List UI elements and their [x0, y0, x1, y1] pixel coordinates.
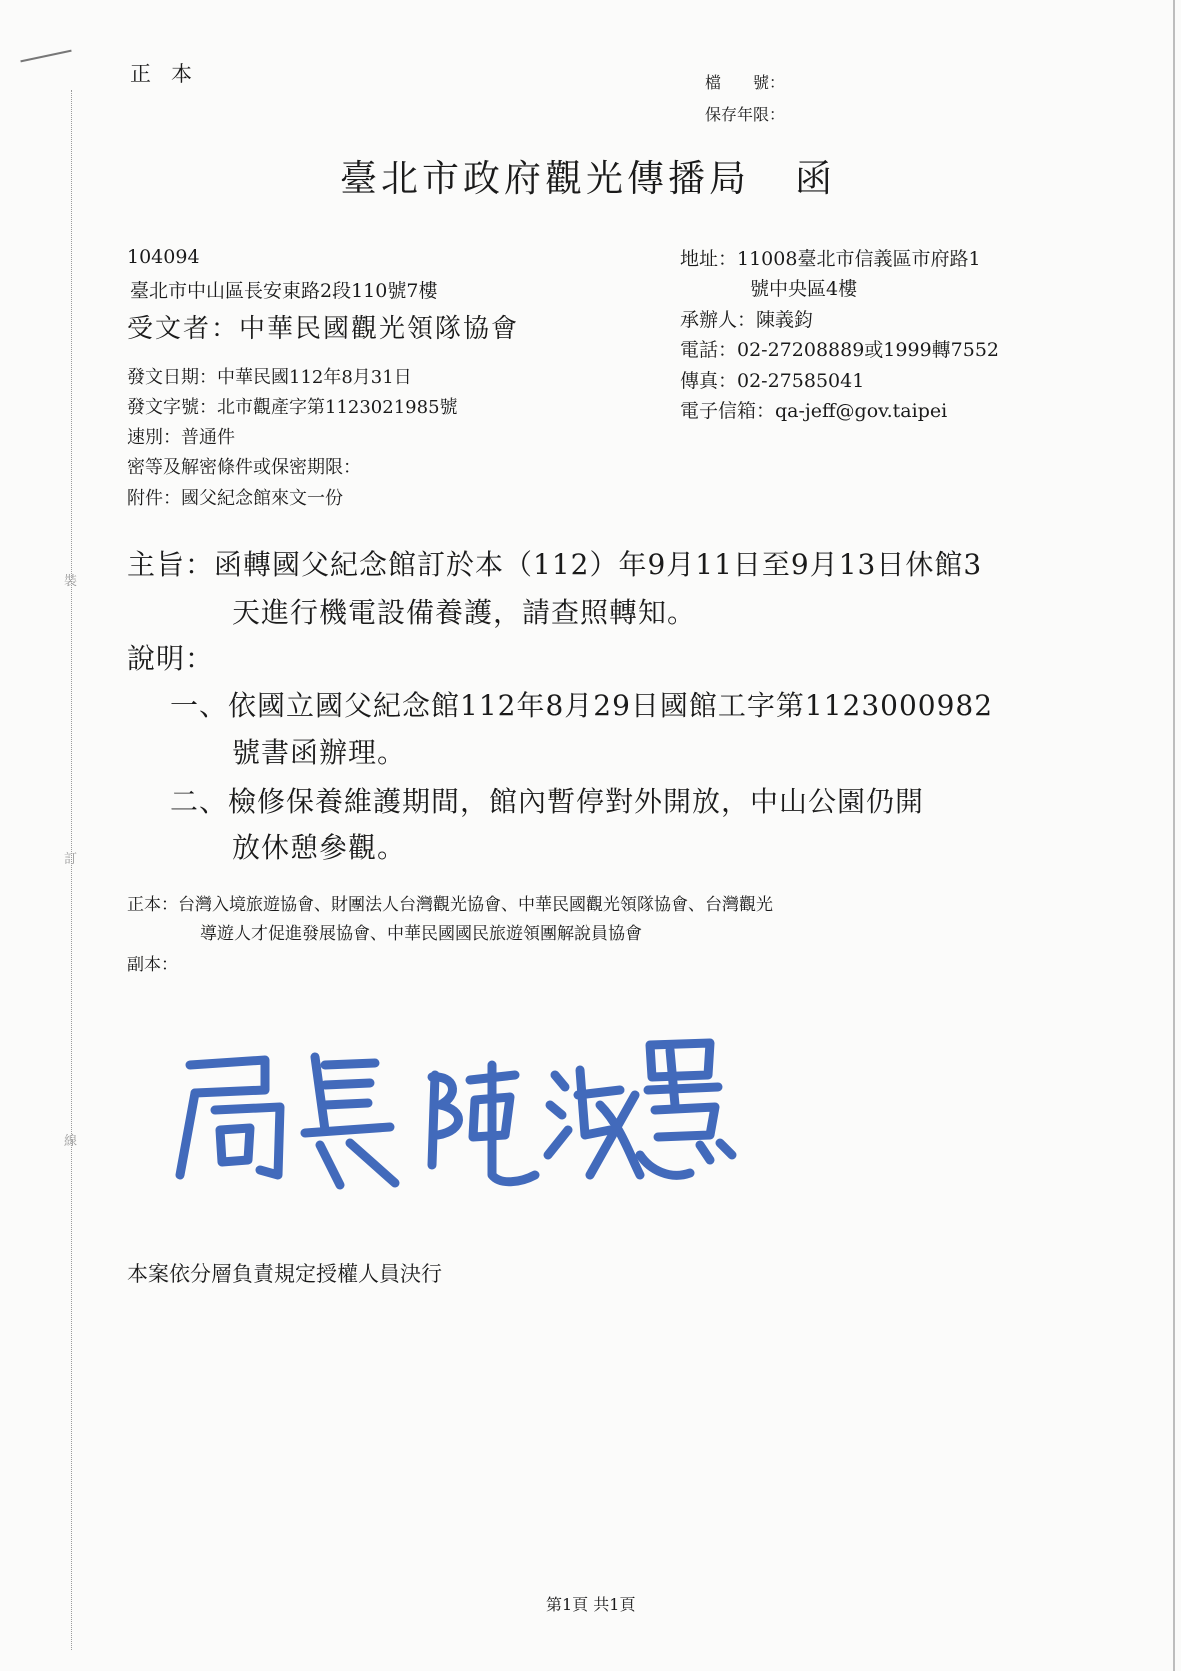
contact-handler: 承辦人：陳義鈞 — [680, 309, 814, 331]
item1-line1: 一、依國立國父紀念館112年8月29日國館工字第1123000982 — [170, 689, 994, 722]
scan-edge — [1173, 0, 1175, 1671]
recipient: 受文者：中華民國觀光領隊協會 — [127, 314, 520, 344]
issue-number: 發文字號：北市觀產字第1123021985號 — [127, 397, 458, 418]
file-number-label: 檔 號： — [705, 73, 786, 92]
item2-line1: 二、檢修保養維護期間，館內暫停對外開放，中山公園仍開 — [170, 785, 925, 818]
signature-stamp — [170, 1035, 740, 1205]
copy-recipients: 副本： — [127, 955, 178, 975]
item1-line2: 號書函辦理。 — [232, 736, 407, 769]
item2-line2: 放休憩參觀。 — [232, 831, 407, 864]
retention-label: 保存年限： — [705, 105, 786, 124]
secrecy-level: 密等及解密條件或保密期限： — [127, 457, 361, 478]
subject-line2: 天進行機電設備養護，請查照轉知。 — [232, 596, 697, 629]
contact-fax: 傳真：02-27585041 — [680, 370, 865, 392]
explanation-label: 說明： — [127, 642, 215, 675]
issue-date: 發文日期：中華民國112年8月31日 — [127, 367, 412, 388]
contact-address-line2: 號中央區4樓 — [750, 278, 858, 300]
document-type: 函 — [795, 157, 832, 200]
binding-mark-xian: 線 — [64, 1134, 78, 1149]
recipient-address: 臺北市中山區長安東路2段110號7樓 — [130, 280, 438, 302]
authorization-note: 本案依分層負責規定授權人員決行 — [127, 1262, 442, 1286]
page-number: 第1頁 共1頁 — [546, 1595, 636, 1614]
binding-mark-ding: 訂 — [64, 852, 78, 867]
binding-line — [71, 90, 72, 1650]
page-title: 臺北市政府觀光傳播局 — [340, 157, 750, 200]
subject-line1: 主旨：函轉國父紀念館訂於本（112）年9月11日至9月13日休館3 — [127, 548, 983, 581]
main-recipients-line2: 導遊人才促進發展協會、中華民國國民旅遊領團解說員協會 — [200, 924, 642, 944]
attachment: 附件：國父紀念館來文一份 — [127, 488, 343, 509]
contact-address-line1: 地址：11008臺北市信義區市府路1 — [680, 248, 981, 270]
contact-phone: 電話：02-27208889或1999轉7552 — [680, 339, 1000, 361]
speed-class: 速別：普通件 — [127, 427, 235, 448]
copy-type: 正本 — [130, 62, 212, 86]
contact-email: 電子信箱：qa-jeff@gov.taipei — [680, 400, 948, 422]
main-recipients-line1: 正本：台灣入境旅遊協會、財團法人台灣觀光協會、中華民國觀光領隊協會、台灣觀光 — [127, 895, 773, 915]
scan-mark — [20, 50, 71, 63]
postal-code: 104094 — [127, 246, 200, 268]
binding-mark-zhuang: 裝 — [64, 574, 78, 589]
